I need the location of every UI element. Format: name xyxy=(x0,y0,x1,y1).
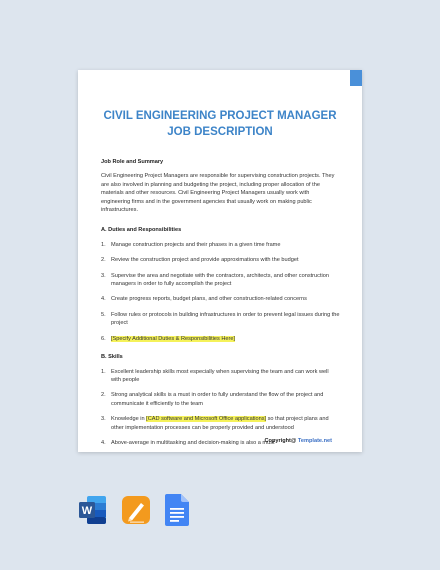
section-a-heading: A. Duties and Responsibilities xyxy=(101,227,182,234)
skills-list xyxy=(101,368,340,448)
list-item: 6. [Specify Additional Duties & Responsibilities Here] xyxy=(101,335,236,342)
document-content xyxy=(101,158,340,457)
list-item: 2. Review the construction project and provide approximations with the budget xyxy=(101,257,299,264)
document-title xyxy=(78,108,362,140)
svg-text:W: W xyxy=(81,505,93,517)
page-corner-tab xyxy=(350,70,362,86)
title-line-1: CIVIL ENGINEERING PROJECT MANAGER xyxy=(103,110,337,122)
summary-paragraph: Civil Engineering Project Managers are responsible for supervising construction projects. They are also involved in planning and budgeting the project, including proper allocation of the materials and other resources. Civil Engineering Project Managers usually work with engineering firms and in the government agencies that usually work on making public infrastructures. xyxy=(101,173,335,214)
list-item: 1. Excellent leadership skills most especially when supervising the team and can work well with people xyxy=(101,368,329,383)
footer-site-link[interactable]: Template.net xyxy=(297,438,332,444)
section-b-heading: B. Skills xyxy=(101,354,123,361)
list-item: 1. Manage construction projects and their phases in a given time frame xyxy=(101,241,281,248)
title-line-2: JOB DESCRIPTION xyxy=(167,126,273,138)
list-item: 2. Strong analytical skills is a must in order to fully understand the flow of the project and communicate it efficiently to the team xyxy=(101,392,324,407)
list-item: 3. Knowledge in [CAD software and Microsoft Office applications] so that project plans and other implementation processes can be properly provided and understood xyxy=(101,416,329,431)
list-item: 4. Create progress reports, budget plans, and other construction-related concerns xyxy=(101,296,307,303)
list-item: 5. Follow rules or protocols in building infrastructures in order to prevent legal issues during the project xyxy=(101,311,340,327)
job-role-heading: Job Role and Summary xyxy=(101,159,164,165)
list-item: 4. Above-average in multitasking and decision-making is also a must xyxy=(101,439,275,446)
document-page xyxy=(78,70,362,452)
word-icon[interactable] xyxy=(79,494,107,526)
google-docs-icon[interactable] xyxy=(165,494,189,526)
pages-icon[interactable] xyxy=(121,494,151,526)
footer-copyright: Copyright@ Template.net xyxy=(264,438,332,444)
list-item: 3. Supervise the area and negotiate with the contractors, architects, and other construction managers in order to fully accomplish the project xyxy=(101,272,329,288)
highlighted-placeholder: [CAD software and Microsoft Office applications] xyxy=(146,416,267,423)
duties-list xyxy=(101,241,340,343)
highlighted-placeholder: [Specify Additional Duties & Responsibilities Here] xyxy=(111,335,236,342)
